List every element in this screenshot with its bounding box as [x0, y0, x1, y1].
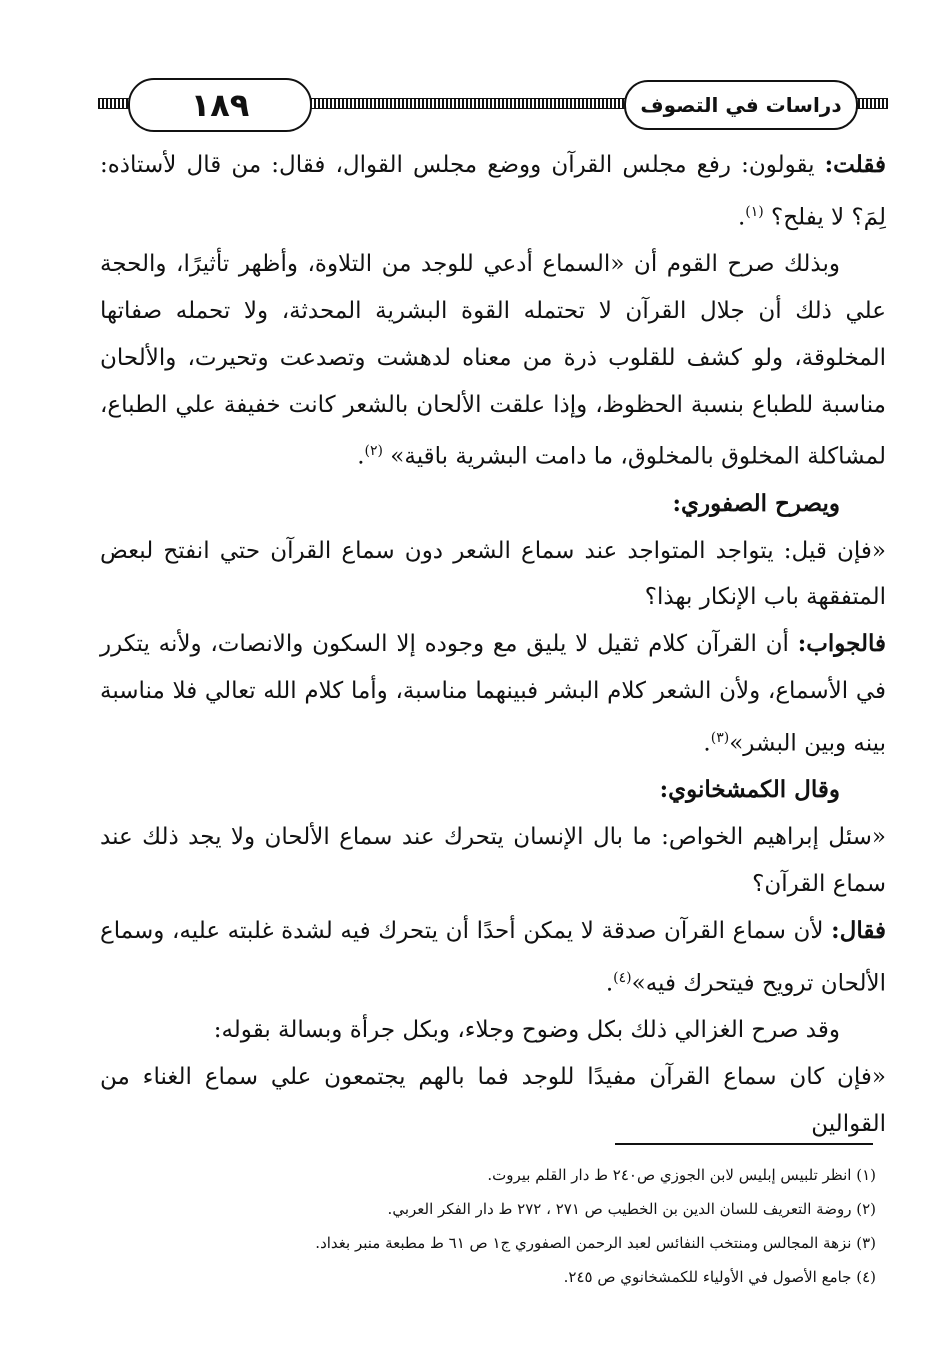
paragraph-9: وقد صرح الغزالي ذلك بكل وضوح وجلاء، وبكل جرأة وبسالة بقوله: — [213, 1016, 840, 1043]
footnote-3: (٣) نزهة المجالس ومنتخب النفائس لعبد الرحمن الصفوري ج١ ص ٦١ ط مطبعة منبر بغداد. — [315, 1234, 876, 1252]
footnote-1: (١) انظر تلبيس إبليس لابن الجوزي ص٢٤٠ ط دار القلم بيروت. — [487, 1166, 876, 1184]
footnote-ref-2[interactable]: (٢) — [364, 443, 383, 460]
footnote-2: (٢) روضة التعريف للسان الدين بن الخطيب ص ٢٧١ ، ٢٧٢ ط دار الفكر العربي. — [387, 1200, 876, 1218]
paragraph-1: فقلت: يقولون: رفع مجلس القرآن ووضع مجلس القوال، فقال: من قال لأستاذه: لِمَ؟ لا يفلح؟ $^{(١)}$. — [100, 151, 886, 231]
paragraph-7: «سئل إبراهيم الخواص: ما بال الإنسان يتحرك عند سماع الألحان ولا يجد ذلك عند سماع القرآن؟ — [100, 824, 886, 897]
lead-word: فقال: — [831, 916, 886, 944]
paragraph-2: وبذلك صرح القوم أن «السماع أدعي للوجد من التلاوة، وأظهر تأثيرًا، والحجة علي ذلك أن جلال القرآن لا تحتمله القوة البشرية المحدثة، ولا تحمله صفاتها المخلوقة، ولو كشف للقلوب ذرة من معناه لدهشت وتصدعت وتحيرت، والألحان مناسبة للطباع بنسبة الحظوظ، وإذا علقت الألحان بالشعر كانت خفيفة علي الطباع، لمشاكلة المخلوق بالمخلوق، ما دامت البشرية باقية» $^{(٢)}$. — [100, 251, 886, 471]
footnotes — [100, 1158, 876, 1294]
book-title: دراسات في التصوف — [624, 80, 858, 130]
running-header — [98, 70, 888, 130]
lead-word: فالجواب: — [797, 630, 886, 658]
page-number: ١٨٩ — [128, 78, 312, 132]
paragraph-4: «فإن قيل: يتواجد المتواجد عند سماع الشعر دون سماع القرآن حتي انفتح لبعض المتفقهة باب الإنكار بهذا؟ — [100, 537, 886, 611]
lead-word: فقلت: — [824, 151, 886, 178]
main-text — [100, 142, 886, 1147]
paragraph-8: فقال: لأن سماع القرآن صدقة لا يمكن أحدًا أن يتحرك فيه لشدة غلبته عليه، وسماع الألحان ترويح فيتحرك فيه»$^{(٤)}$. — [100, 916, 886, 997]
footnote-ref-1[interactable]: (١) — [745, 203, 764, 220]
paragraph-10: «فإن كان سماع القرآن مفيدًا للوجد فما بالهم يجتمعون علي سماع الغناء من القوالين — [100, 1063, 886, 1137]
paragraph-3-heading: ويصرح الصفوري: — [672, 489, 840, 517]
footnote-ref-4[interactable]: (٤) — [613, 969, 632, 986]
paragraph-5: فالجواب: أن القرآن كلام ثقيل لا يليق مع وجوده إلا السكون والانصات، ولأنه يتكرر في الأسماع، ولأن الشعر كلام البشر فبينهما مناسبة، وأما كلام الله تعالي فلا مناسبة بينه وبين البشر»$^{(٣)}$. — [100, 630, 886, 757]
paragraph-6-heading: وقال الكمشخانوي: — [659, 776, 840, 804]
footnote-4: (٤) جامع الأصول في الأولياء للكمشخانوي ص ٢٤٥. — [563, 1268, 876, 1286]
footnote-separator — [615, 1143, 873, 1145]
footnote-ref-3[interactable]: (٣) — [710, 729, 730, 746]
